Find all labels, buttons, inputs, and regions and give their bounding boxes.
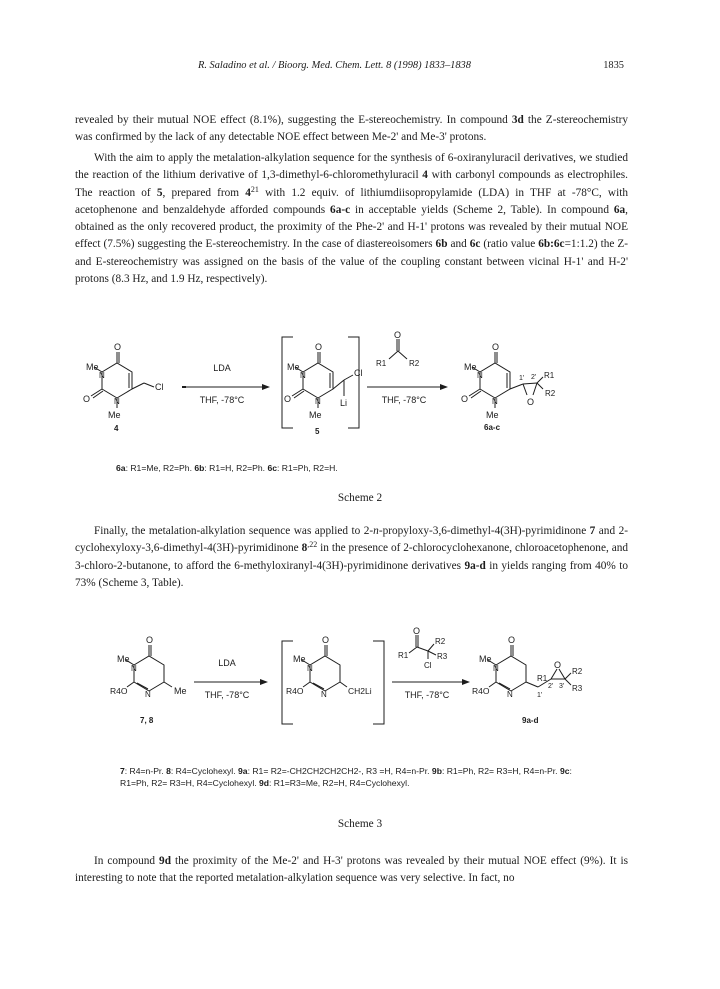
italic-run: n (373, 525, 379, 537)
alkoxy-r4o-label: R4O (472, 686, 490, 696)
citation-superscript: 21 (250, 184, 259, 194)
caption-text: : R1=Me, R2=Ph. (125, 463, 195, 473)
compound-ref: 6a-c (330, 203, 351, 216)
methyl-label: Me (108, 410, 121, 420)
nitrogen-label: N (307, 664, 313, 673)
nitrogen-label: N (114, 397, 120, 406)
locant-label: 3' (559, 683, 565, 690)
nitrogen-label: N (492, 397, 498, 406)
alkoxy-r4o-label: R4O (286, 686, 304, 696)
scheme-3-drawing (0, 626, 720, 765)
caption-text: : R1=Ph, R2= R3=H, R4=n-Pr. (441, 766, 560, 776)
text-run: , obtained as the only recovered product, the proximity of the Phe-2' and H-1' protons was revealed by their mutual NOE effect (7.5%) suggesting the E-stereochemistry. In the case of diastereoisomers (75, 203, 628, 251)
nitrogen-label: N (131, 664, 137, 673)
compound-ref: 4 (245, 186, 251, 199)
compound-ref: 8 (301, 542, 308, 555)
text-run: (ratio value (480, 238, 539, 251)
caption-text: : R4=Cyclohexyl. (170, 766, 238, 776)
methyl-label: Me (486, 410, 499, 420)
methyl-label: Me (479, 654, 492, 664)
compound-ref: 9a (238, 766, 248, 776)
text-run: with 1.2 equiv. of lithiumdiisopropylamide (LDA) in THF at -78°C, with acetophenone and benzaldehyde afforded compounds (75, 186, 628, 216)
journal-citation: R. Saladino et al. / Bioorg. Med. Chem. Lett. 8 (1998) 1833–1838 (198, 60, 471, 71)
scheme-2-label: Scheme 2 (337, 492, 383, 504)
caption-text: : R1=Ph, R2= R3=H, R4=Cyclohexyl. (120, 766, 572, 788)
r1-label: R1 (537, 674, 548, 683)
compound-ref: 9d (259, 778, 270, 788)
methyl-label: Me (293, 654, 306, 664)
scheme-3-caption (120, 765, 600, 789)
text-run: the proximity of the Me-2' and H-3' protons was revealed by their mutual NOE effect (9%). It is interesting to note that the reported metalation-alkylation sequence was very selective. In fact, no (75, 855, 628, 885)
r2-label: R2 (572, 667, 583, 676)
oxygen-label: O (394, 330, 402, 340)
r1-label: R1 (398, 651, 409, 660)
compound-ref: 8 (166, 766, 171, 776)
oxygen-label: O (413, 626, 421, 636)
oxygen-label: O (315, 342, 323, 352)
text-run: With the aim to apply the metalation-alkylation sequence for the synthesis of 6-oxiranyluracil derivatives, we studied the reaction of the lithium derivative of 1,3-dimethyl-6-chloromethyluracil (75, 152, 628, 182)
compound-ref: 7 (120, 766, 125, 776)
nitrogen-label: N (507, 690, 513, 699)
methyl-label: Me (174, 686, 187, 696)
r2-label: R2 (409, 359, 420, 368)
compound-ref: 9a-d (464, 559, 486, 572)
chlorine-label: Cl (354, 368, 363, 378)
compound-ref: 5 (156, 186, 163, 199)
reagent-conditions: THF, -78°C (204, 690, 250, 700)
body-paragraph (75, 853, 628, 888)
running-head (100, 60, 624, 76)
caption-text: : R4=n-Pr. (124, 766, 167, 776)
compound-number-6a-c: 6a-c (484, 423, 501, 432)
locant-label: 1' (537, 692, 543, 699)
r1-label: R1 (376, 359, 387, 368)
reagent-conditions: THF, -78°C (381, 395, 427, 405)
methyl-label: Me (117, 654, 130, 664)
locant-label: 2' (548, 683, 554, 690)
body-paragraph (75, 523, 628, 592)
compound-ref: 6b (435, 238, 448, 251)
methyl-label: Me (86, 362, 99, 372)
compound-ref: 6b:6c (538, 238, 565, 251)
chlorine-label: Cl (155, 382, 164, 392)
scheme-2-drawing (0, 328, 720, 468)
compound-ref: 7 (589, 525, 596, 537)
oxygen-label: O (146, 635, 154, 645)
text-run: In compound (94, 855, 160, 867)
r3-label: R3 (437, 652, 448, 661)
oxygen-label: O (492, 342, 500, 352)
scheme-3-label: Scheme 3 (337, 818, 383, 830)
compound-ref: 6c (469, 238, 481, 251)
text-run: in yields ranging from 40% to 73% (Scheme 3, Table). (75, 559, 628, 589)
text-run: in the presence of 2-chlorocyclohexanone, chloroacetophenone, and 3-chloro-2-butanone, to afford the 6-methyloxiranyl-4(3H)-pyrimidinone derivatives (75, 542, 629, 572)
text-run: -propyloxy-3,6-dimethyl-4(3H)-pyrimidinone (378, 525, 590, 537)
compound-ref: 6a (116, 463, 126, 473)
scheme-2-caption (116, 462, 616, 474)
nitrogen-label: N (99, 371, 105, 380)
caption-text: : R1=Ph, R2=H. (277, 463, 338, 473)
nitrogen-label: N (493, 664, 499, 673)
compound-ref: 9c (559, 766, 570, 776)
caption-text: : R1=H, R2=Ph. (204, 463, 268, 473)
methyl-label: Me (309, 410, 322, 420)
citation-superscript: ,22 (307, 540, 318, 550)
text-run: the Z-stereochemistry was confirmed by the lack of any detectable NOE effect between Me-2' and Me-3' protons. (75, 114, 628, 144)
oxygen-label: O (322, 635, 330, 645)
compound-number-4: 4 (114, 424, 119, 433)
reagent-conditions: THF, -78°C (199, 395, 245, 405)
text-run: in acceptable yields (Scheme 2, Table). In compound (350, 203, 614, 216)
nitrogen-label: N (477, 371, 483, 380)
reagent-lda: LDA (218, 658, 236, 668)
text-run: with carbonyl compounds as electrophiles. The reaction of (75, 169, 628, 199)
r3-label: R3 (572, 684, 583, 693)
methyl-label: Me (287, 362, 300, 372)
compound-ref: 6c (267, 463, 278, 473)
r2-label: R2 (435, 637, 446, 646)
oxygen-label: O (114, 342, 122, 352)
reagent-lda: LDA (213, 363, 231, 373)
compound-ref: 9d (159, 855, 171, 867)
text-run: revealed by their mutual NOE effect (8.1%), suggesting the E-stereochemistry. In compound (75, 114, 512, 126)
chlorine-label: Cl (424, 661, 432, 670)
compound-ref: 4 (422, 169, 428, 182)
page-number: 1835 (603, 60, 624, 71)
nitrogen-label: N (321, 690, 327, 699)
compound-ref: 6a (613, 203, 626, 216)
methyl-label: Me (464, 362, 477, 372)
compound-number-9a-d: 9a-d (522, 716, 539, 725)
text-run: , prepared from (162, 186, 246, 199)
oxygen-label: O (554, 660, 562, 670)
scheme-2 (0, 328, 720, 478)
caption-text: : R1= R2=-CH2CH2CH2CH2-, R3 =H, R4=n-Pr. (247, 766, 432, 776)
text-run: Finally, the metalation-alkylation sequence was applied to 2- (94, 525, 374, 537)
nitrogen-label: N (315, 397, 321, 406)
text-run: and 2-cyclohexyloxy-3,6-dimethyl-4(3H)-pyrimidinone (75, 525, 628, 555)
oxygen-label: O (461, 394, 469, 404)
locant-label: 1' (519, 375, 525, 382)
oxygen-label: O (508, 635, 516, 645)
r1-label: R1 (544, 371, 555, 380)
reagent-conditions: THF, -78°C (404, 690, 450, 700)
oxygen-label: O (527, 397, 535, 407)
nitrogen-label: N (300, 371, 306, 380)
compound-number-5: 5 (315, 427, 320, 436)
alkoxy-r4o-label: R4O (110, 686, 128, 696)
compound-ref: 9b (431, 766, 442, 776)
body-paragraph (75, 112, 628, 147)
body-paragraph (75, 150, 628, 288)
r2-label: R2 (545, 389, 556, 398)
compound-ref: 6b (194, 463, 205, 473)
caption-text: : R1=R3=Me, R2=H, R4=Cyclohexyl. (269, 778, 410, 788)
oxygen-label: O (83, 394, 91, 404)
locant-label: 2' (531, 374, 537, 381)
compound-ref: 3d (511, 114, 524, 126)
text-run: and (447, 238, 470, 251)
nitrogen-label: N (145, 690, 151, 699)
lithium-label: Li (340, 398, 348, 408)
oxygen-label: O (284, 394, 292, 404)
lithiomethyl-label: CH2Li (348, 686, 372, 696)
compound-number-7-8: 7, 8 (140, 716, 154, 725)
text-run: =1:1.2) the Z- and E-stereochemistry was assigned on the basis of the value of the coupling constant between vicinal H-1' and H-2' protons (8.3 Hz, and 1.9 Hz, respectively). (75, 238, 628, 286)
